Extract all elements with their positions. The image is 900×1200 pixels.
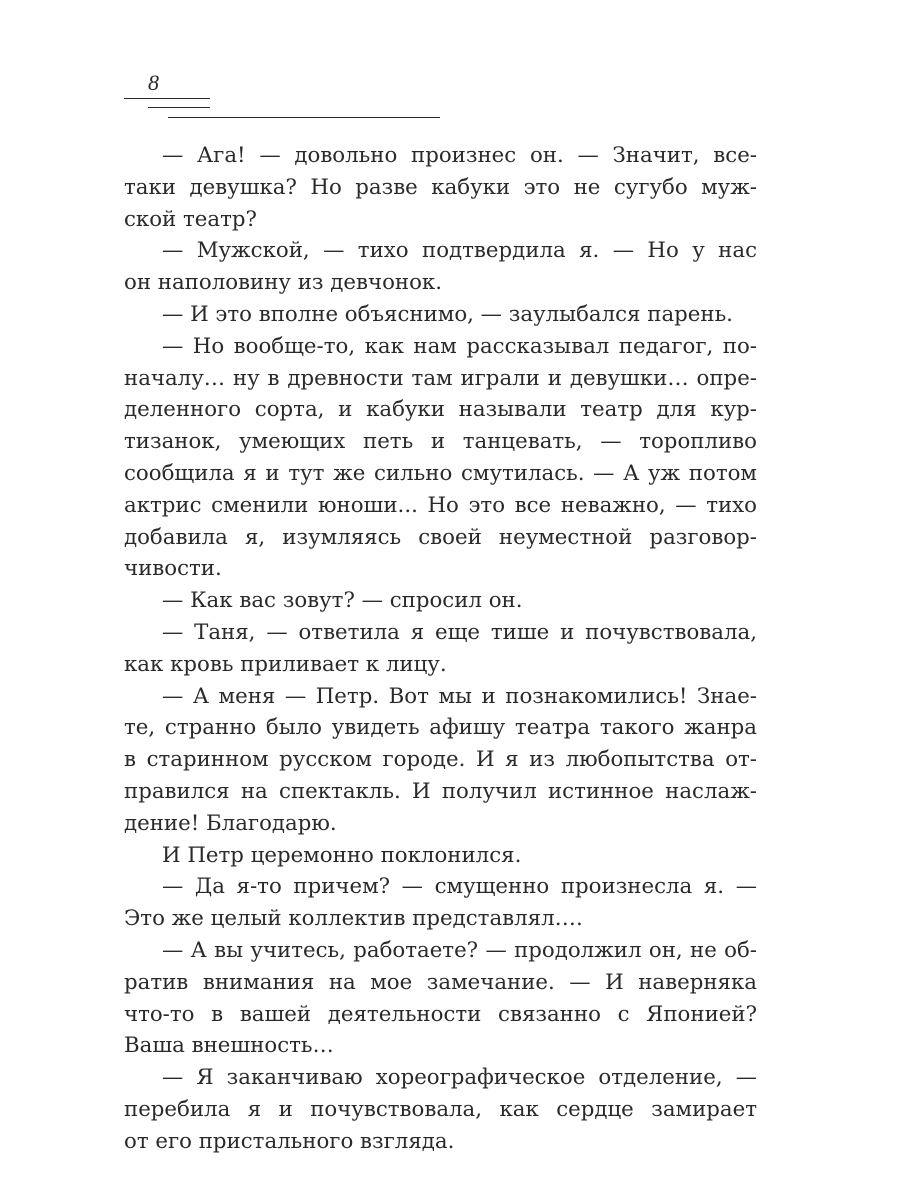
text-line (124, 140, 757, 172)
text-line-content: — Но вообще-то, как нам рассказывал педагог, по- (162, 333, 757, 359)
text-line-content: сообщила я и тут же сильно смутилась. — А уж потом (124, 460, 757, 486)
text-line (124, 267, 757, 299)
text-line (124, 999, 757, 1031)
text-line (124, 617, 757, 649)
text-line-content: как кровь приливает к лицу. (124, 651, 447, 677)
text-line-content: — И это вполне объяснимо, — заулыбался парень. (162, 301, 733, 327)
text-line (124, 172, 757, 204)
header-rule-middle (148, 107, 210, 108)
text-line (124, 235, 757, 267)
text-line-content: — Таня, — ответила я еще тише и почувствовала, (162, 619, 757, 645)
text-line (124, 681, 757, 713)
header-rule-top (124, 98, 210, 99)
text-line (124, 649, 757, 681)
text-line (124, 776, 757, 808)
text-line-content: чивости. (124, 556, 222, 582)
text-line-content: Это же целый коллектив представлял…. (124, 906, 583, 932)
text-line-content: дение! Благодарю. (124, 810, 337, 836)
text-line-content: — Да я-то причем? — смущенно произнесла я. — (162, 874, 757, 900)
text-line (124, 871, 757, 903)
text-line (124, 935, 757, 967)
text-line-content: правился на спектакль. И получил истинное наслаж- (124, 778, 757, 804)
text-line (124, 204, 757, 236)
text-line-content: Ваша внешность… (124, 1033, 334, 1059)
text-line-content: — Ага! — довольно произнес он. — Значит, все- (162, 143, 757, 168)
text-line-content: — А вы учитесь, работаете? — продолжил он, не об- (162, 937, 757, 963)
text-line-content: что-то в вашей деятельности связанно с Японией? (124, 1001, 757, 1027)
text-line (124, 744, 757, 776)
text-line (124, 903, 757, 935)
text-line (124, 1030, 757, 1062)
text-line-content: те, странно было увидеть афишу театра такого жанра (124, 715, 757, 741)
text-line-content: актрис сменили юноши... Но это все неважно, — тихо (124, 492, 757, 518)
text-line (124, 331, 757, 363)
text-line (124, 553, 757, 585)
text-line-content: деленного сорта, и кабуки называли театр для кур- (124, 397, 757, 423)
text-line-content: — Мужской, — тихо подтвердила я. — Но у нас (162, 238, 757, 264)
text-line-content: — А меня — Петр. Вот мы и познакомились! Знае- (162, 683, 757, 709)
text-line (124, 522, 757, 554)
header-rule-bottom (168, 117, 440, 118)
text-line (124, 394, 757, 426)
text-line-content: — Как вас зовут? — спросил он. (162, 588, 523, 614)
text-line (124, 585, 757, 617)
text-line (124, 840, 757, 872)
text-line (124, 967, 757, 999)
text-line-content: ской театр? (124, 206, 257, 232)
text-line-content: И Петр церемонно поклонился. (162, 842, 522, 868)
text-line (124, 1062, 757, 1094)
text-line-content: таки девушка? Но разве кабуки это не сугубо муж- (124, 174, 757, 200)
text-line-content: началу… ну в древности там играли и девушки… опре- (124, 365, 757, 391)
text-line (124, 808, 757, 840)
text-line (124, 299, 757, 331)
body-text (124, 140, 757, 1158)
text-line (124, 1126, 757, 1158)
text-line-content: — Я заканчиваю хореографическое отделение, — (162, 1065, 757, 1091)
text-line-content: ратив внимания на мое замечание. — И наверняка (124, 969, 757, 995)
text-line (124, 490, 757, 522)
text-line-content: он наполовину из девчонок. (124, 270, 443, 296)
page-number: 8 (148, 70, 159, 95)
text-line-content: перебила я и почувствовала, как сердце замирает (124, 1096, 757, 1122)
text-line (124, 426, 757, 458)
text-line (124, 1094, 757, 1126)
text-line (124, 458, 757, 490)
text-line-content: тизанок, умеющих петь и танцевать, — торопливо (124, 429, 757, 455)
text-line (124, 363, 757, 395)
text-line-content: от его пристального взгляда. (124, 1128, 455, 1154)
text-line-content: в старинном русском городе. И я из любопытства от- (124, 747, 757, 773)
text-line (124, 712, 757, 744)
text-line-content: добавила я, изумляясь своей неуместной разговор- (124, 524, 757, 550)
